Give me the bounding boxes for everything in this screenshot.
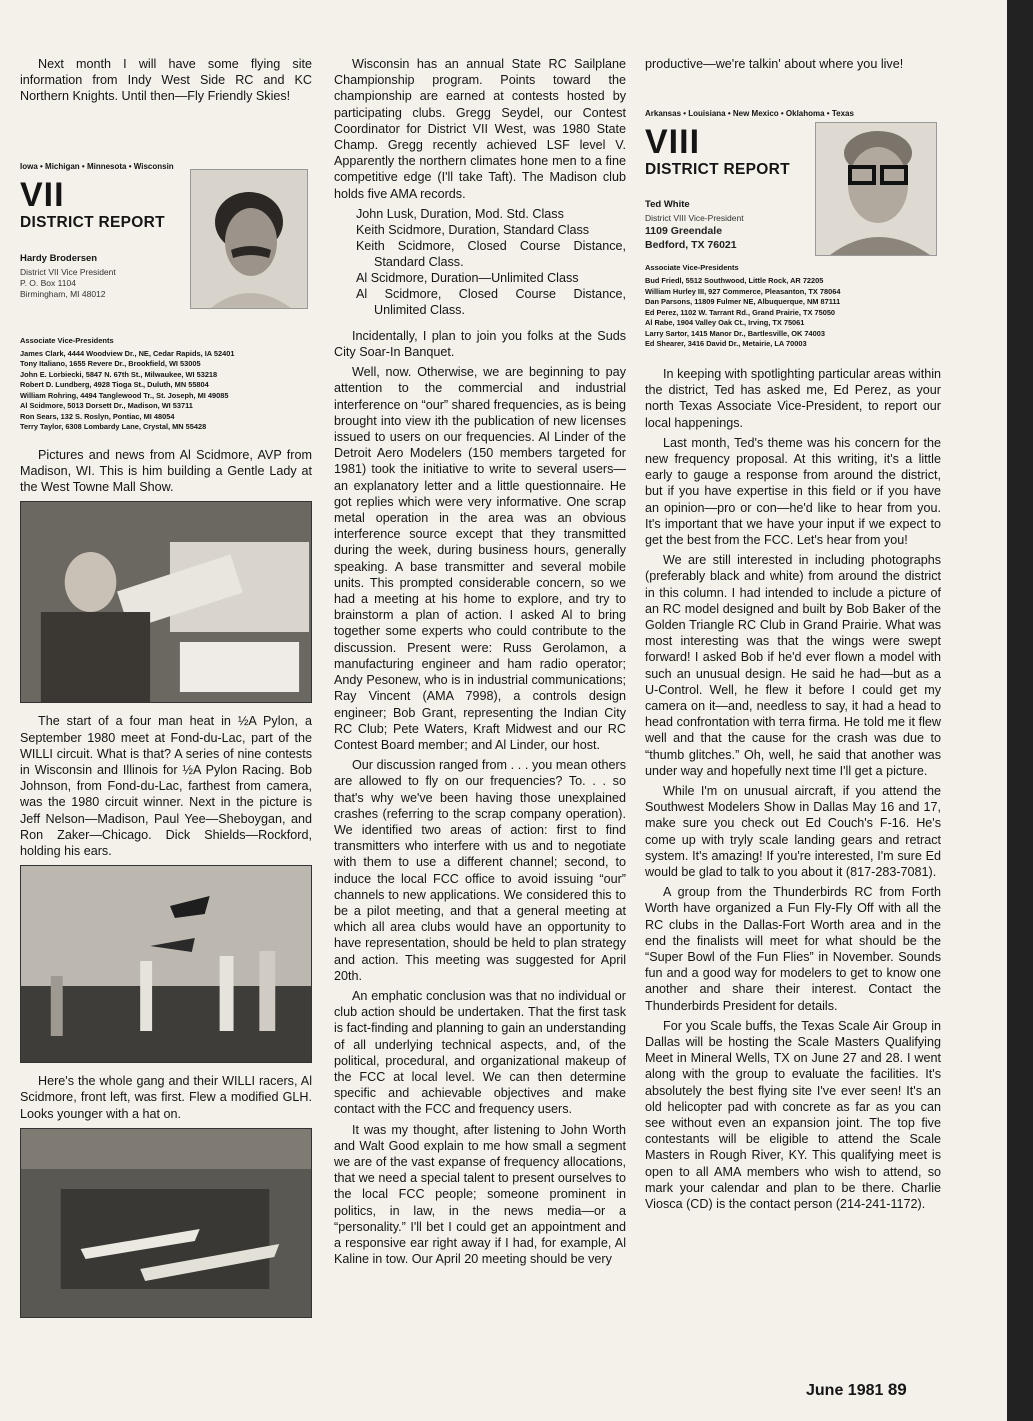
list-item: Ed Shearer, 3416 David Dr., Metairie, LA 70003 <box>645 339 807 349</box>
column-2 <box>334 56 626 1271</box>
list-item: Keith Scidmore, Closed Course Distance, Standard Class. <box>356 238 626 269</box>
list-item: Al Scidmore, Duration—Unlimited Class <box>356 270 579 285</box>
list-item: Al Scidmore, 5013 Dorsett Dr., Madison, WI 53711 <box>20 401 193 411</box>
thought-paragraph: It was my thought, after listening to John Worth and Walt Good explain to me how small a segment we are of the vast expanse of frequency allocations, that we need a special talent to present ourselves to the local FCC people; someone prominent in politics, in law, in the news media—or a “personality.” I'll bet I could get an appointment and a responsive ear right away if I had, for example, Al Kaline in tow. Our April 20 meeting should be very <box>334 1122 626 1267</box>
portrait-photo <box>190 169 308 309</box>
list-item: John E. Lorbiecki, 5847 N. 67th St., Milwaukee, WI 53218 <box>20 369 218 379</box>
page-edge <box>1007 0 1033 1421</box>
list-item: Bud Friedl, 5512 Southwood, Little Rock, AR 72205 <box>645 276 824 286</box>
list-item: Dan Parsons, 11809 Fulmer NE, Albuquerque, NM 87111 <box>645 297 841 307</box>
list-item: Tony Italiano, 1655 Revere Dr., Brookfield, WI 53005 <box>20 359 201 369</box>
list-item: Al Rabe, 1904 Valley Oak Ct., Irving, TX 75061 <box>645 318 805 328</box>
list-item: William Rohring, 4494 Tanglewood Tr., St. Joseph, MI 49085 <box>20 390 229 400</box>
spotlight-paragraph: In keeping with spotlighting particular areas within the district, Ted has asked me, Ed Perez, as your north Texas Associate Vice-President, to report our local happenings. <box>645 366 941 430</box>
interference-paragraph: Well, now. Otherwise, we are beginning to pay attention to the commercial and industrial interference on “our” shared frequencies, as is being brought into view ith the publication of new licenses issued to users on our frequencies. Al Linder of the Detroit Aero Modelers (150 members targeted for 1981) took the initiative to write to several users—an explanatory letter and a little questionnaire. He got replies which were very informative. One scrap metal operation in the area was an obvious interference source except that they transmitted during the week, during business hours, generally speaking. A base transmitter and several mobile units. This prompted considerable concern, so we had a meeting at his home to explore, and try to brainstorm a plan of action. I asked Al to bring together some experts who could contribute to the discussion. Present were: Russ Gerolamon, a manufacturing engineer and ham radio operator; Andy Pesonew, who is in industrial communications; Ray Vincent (AMA 7998), a controls design engineer; Bob Grant, representing the Indian City RC Club; Pete Waters, Kraft Midwest and our RC Contest Board member; and Al Linder, our host. <box>334 365 626 752</box>
list-item: Larry Sartor, 1415 Manor Dr., Bartlesville, OK 74003 <box>645 328 825 338</box>
district-states: Iowa • Michigan • Minnesota • Wisconsin <box>20 161 174 171</box>
continued-paragraph: productive—we're talkin' about where you live! <box>645 57 904 71</box>
list-item: Al Scidmore, Closed Course Distance, Unlimited Class. <box>356 286 626 317</box>
column-1 <box>20 56 312 1328</box>
district-numeral: VII <box>20 175 65 214</box>
list-item: Ron Sears, 132 S. Roslyn, Pontiac, MI 48054 <box>20 411 175 421</box>
address-line-1: 1109 Greendale <box>645 224 723 237</box>
associates-list <box>645 276 941 350</box>
address-line-2: Birmingham, MI 48012 <box>20 289 106 300</box>
list-item: William Hurley III, 927 Commerce, Pleasanton, TX 78064 <box>645 286 841 296</box>
list-item: Keith Scidmore, Duration, Standard Class <box>356 222 590 237</box>
associates-list <box>20 349 312 433</box>
list-item: Terry Taylor, 6308 Lombardy Lane, Crystal, MN 55428 <box>20 422 207 432</box>
list-item: Robert D. Lundberg, 4928 Tioga St., Duluth, MN 55804 <box>20 380 209 390</box>
associates-title: Associate Vice-Presidents <box>645 263 739 273</box>
conclusion-paragraph: An emphatic conclusion was that no individual or club action should be undertaken. That the first task is fact-finding and planning to gain an understanding of all underlying technical aspects, and, of the political, procedural, and organizational makeup of the FCC at local level. We can then determine specific and achievable objectives and make contact with the FCC and frequency users. <box>334 988 626 1117</box>
photo-pylon-race <box>20 865 312 1063</box>
column-3 <box>645 56 941 1216</box>
vice-president-title: District VII Vice President <box>20 267 116 278</box>
vice-president-name: Ted White <box>645 198 690 210</box>
list-item: John Lusk, Duration, Mod. Std. Class <box>356 206 564 221</box>
photographs-paragraph: We are still interested in including photographs (preferably black and white) from around the district in this column. I had intended to include a picture of an RC model designed and built by Bob Baker of the Golden Triangle RC Club in Grand Prairie. What was most interesting was that the wings were swept forward! I asked Bob if he'd ever flown a model with such an unusual design. He said he had—but as a U-Control. Well, he flew it before I could get my camera on it—and, needless to say, it had a head to head confrontation with terra firma. He told me it flew well and that the cause for the crash was due to “thumb glitches.” Oh, well, he said that another was under way and hopefully next time I'll get a picture. <box>645 553 941 778</box>
page-number: 89 <box>887 1380 907 1399</box>
page-footer <box>806 1380 907 1400</box>
list-item: James Clark, 4444 Woodview Dr., NE, Cedar Rapids, IA 52401 <box>20 348 235 358</box>
district-report-label: DISTRICT REPORT <box>645 161 790 179</box>
associates-title: Associate Vice-Presidents <box>20 335 114 345</box>
district-vii-header <box>20 159 312 329</box>
sailplane-paragraph: Wisconsin has an annual State RC Sailplane Championship program. Points toward the championship are earned at contests hosted by participating clubs. Gregg Seydel, our Contest Coordinator for District VII West, was 1980 State Champ. Gregg recently achieved LSF level V. Apparently the northern climates hone men to a fine competitive edge (I'll take Taft). The Madison club holds five AMA records. <box>334 57 626 201</box>
address-line-2: Bedford, TX 76021 <box>645 238 737 251</box>
scale-paragraph: For you Scale buffs, the Texas Scale Air Group in Dallas will be hosting the Scale Masters Qualifying Meet in Mineral Wells, TX on June 27 and 28. I went along with the group to evaluate the facilities. It's absolutely the best flying site I've ever seen! It's an old helicopter pad with concrete as far as you can see without even an expansion joint. The top five contestants will be eligible to attend the Scale Masters in Rough River, KY. This qualifying meet is open to all AMA members who wish to attend, so mark your calendar and plan to be there. Charlie Viosca (CD) is the contact person (214-241-1172). <box>645 1018 941 1212</box>
discussion-paragraph: Our discussion ranged from . . . you mean others are allowed to fly on our frequencies? To. . . so that's why we've been having those unexplained crashes (referring to the scrap company operation). We identified two areas of action: first to find transmitters who interfere with us and to negotiate with them to use a different channel; second, to induce the local FCC office to avoid issuing “our” channels to new applications. We considered this to be a pilot meeting, and that a general meeting at which all area clubs would have an opportunity to have representation, should be held to plan strategy and action. This meeting was suggested for April 20th. <box>334 758 626 983</box>
photo-group <box>20 1128 312 1318</box>
district-states: Arkansas • Louisiana • New Mexico • Oklahoma • Texas <box>645 109 854 119</box>
intro-paragraph: Next month I will have some flying site information from Indy West Side RC and KC Northern Knights. Until then—Fly Friendly Skies! <box>20 57 312 104</box>
district-report-label: DISTRICT REPORT <box>20 213 165 231</box>
portrait-photo <box>815 122 937 256</box>
unusual-aircraft-paragraph: While I'm on unusual aircraft, if you attend the Southwest Modelers Show in Dallas May 16 and 17, make sure you check out Ed Couch's F-16. He's come up with tryly scale landing gears and retract system. It's amazing! If you're interested, I'm sure Ed would be glad to talk to you about it (817-283-7081). <box>645 783 941 879</box>
district-numeral: VIII <box>645 123 701 162</box>
list-item: Ed Perez, 1102 W. Tarrant Rd., Grand Prairie, TX 75050 <box>645 307 836 317</box>
pictures-paragraph: Pictures and news from Al Scidmore, AVP from Madison, WI. This is him building a Gentle Lady at the West Towne Mall Show. <box>20 447 312 495</box>
issue-date: June 1981 <box>806 1382 884 1399</box>
banquet-paragraph: Incidentally, I plan to join you folks at the Suds City Soar-In Banquet. <box>334 328 626 360</box>
photo-caption-2: Here's the whole gang and their WILLI racers, Al Scidmore, front left, was first. Flew a modified GLH. Looks younger with a hat on. <box>20 1074 312 1121</box>
photo-caption-1: The start of a four man heat in ½A Pylon, a September 1980 meet at Fond-du-Lac, part of the WILLI circuit. What is that? A series of nine contests in Wisconsin and Illinois for ½A Pylon Racing. Bob Johnson, from Fond-du-Lac, farthest from camera, was the 1980 circuit winner. Next in the picture is Jeff Nelson—Madison, Paul Yee—Sheboygan, and Ron Zaker—Chicago. Dick Shields—Rockford, holding his ears. <box>20 714 312 859</box>
frequency-paragraph: Last month, Ted's theme was his concern for the new frequency proposal. At this writing, it's a little early to gauge a response from around the district, but if you have expertise in this field or if you have an opinion—pro or con—he'd like to hear from you. It's important that we have your input if we expect to get the best from the FCC. Let's hear from you! <box>645 435 941 547</box>
address-line-1: P. O. Box 1104 <box>20 278 76 289</box>
district-viii-header <box>645 106 941 256</box>
thunderbirds-paragraph: A group from the Thunderbirds RC from Forth Worth have organized a Fun Fly-Fly Off with all the RC clubs in the Dallas-Fort Worth area and in the end the finalists will meet for what should be the “Super Bowl of the Fun Flies” in November. Sounds fun and a good way for modelers to get to know one another and share their interest. Contact the Thunderbirds President for details. <box>645 885 941 1013</box>
records-list <box>356 206 626 318</box>
vice-president-name: Hardy Brodersen <box>20 253 98 265</box>
vice-president-title: District VIII Vice-President <box>645 212 744 223</box>
photo-builder <box>20 501 312 703</box>
